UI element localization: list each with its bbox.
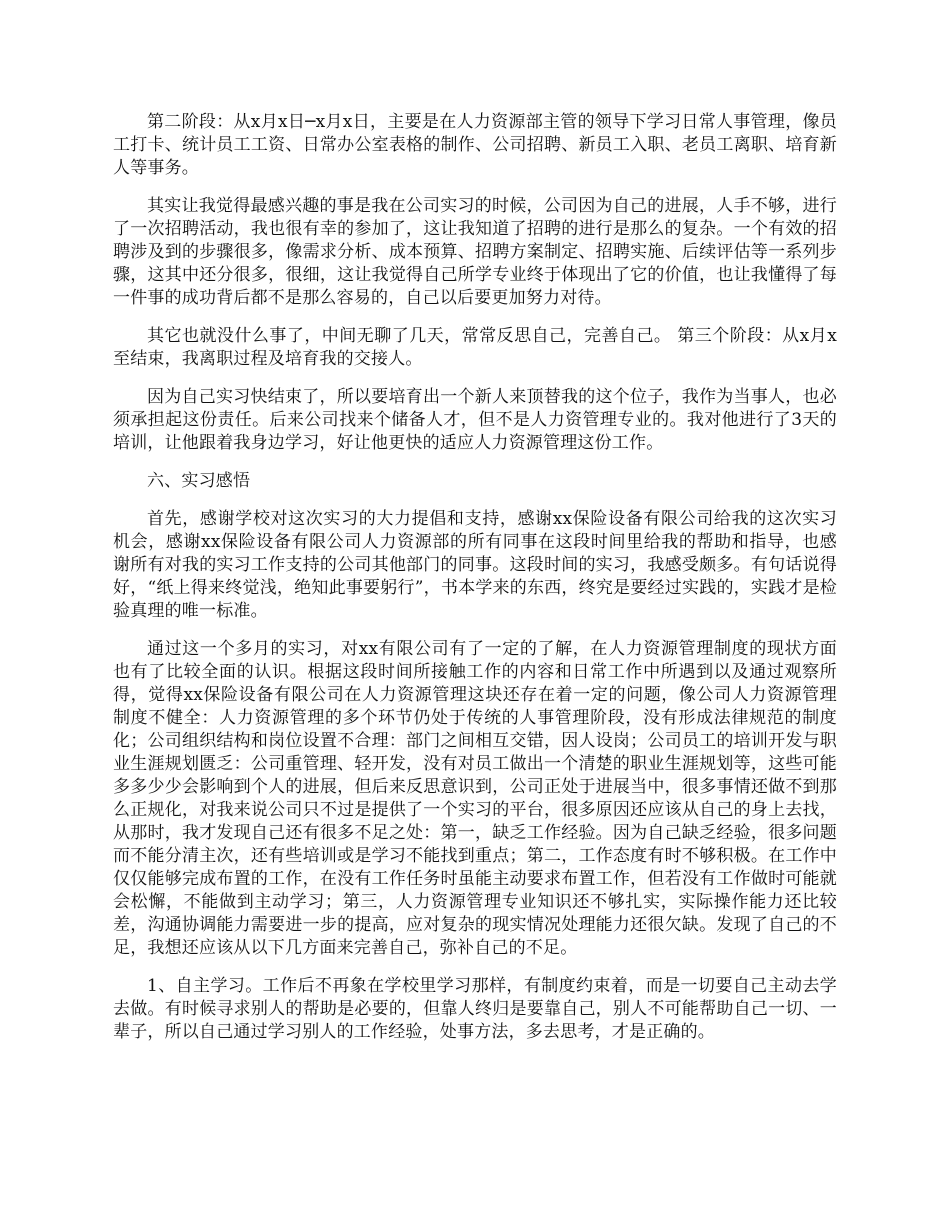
- paragraph-stage-three: 其它也就没什么事了，中间无聊了几天，常常反思自己，完善自己。 第三个阶段：从x月x至结束，我离职过程及培育我的交接人。: [113, 326, 837, 369]
- paragraph-acknowledgements: 首先，感谢学校对这次实习的大力提倡和支持，感谢xx保险设备有限公司给我的这次实习机会，感谢xx保险设备有限公司人力资源部的所有同事在这段时间里给我的帮助和指导，也感谢所有对我的实习工作支持的公司其他部门的同事。这段时间的实习，我感受颇多。有句话说得好，“纸上得来终觉浅，绝知此事要躬行”，书本学来的东西，终究是要经过实践的，实践才是检验真理的唯一标准。: [113, 509, 837, 621]
- paragraph-stage-two: 第二阶段：从x月x日─x月x日，主要是在人力资源部主管的领导下学习日常人事管理，像员工打卡、统计员工工资、日常办公室表格的制作、公司招聘、新员工入职、老员工离职、培育新人等事务。: [113, 112, 837, 178]
- document-body: [113, 111, 837, 1059]
- paragraph-recruitment-interest: 其实让我觉得最感兴趣的事是我在公司实习的时候，公司因为自己的进展，人手不够，进行了一次招聘活动，我也很有幸的参加了，这让我知道了招聘的进行是那么的复杂。一个有效的招聘涉及到的步骤很多，像需求分析、成本预算、招聘方案制定、招聘实施、后续评估等一系列步骤，这其中还分很多，很细，这让我觉得自己所学专业终于体现出了它的价值，也让我懂得了每一件事的成功背后都不是那么容易的，自己以后要更加努力对待。: [113, 196, 837, 308]
- paragraph-training-successor: 因为自己实习快结束了，所以要培育出一个新人来顶替我的这个位子，我作为当事人，也必须承担起这份责任。后来公司找来个储备人才，但不是人力资管理专业的。我对他进行了3天的培训，让他跟着我身边学习，好让他更快的适应人力资源管理这份工作。: [113, 387, 837, 453]
- paragraph-company-issues: 通过这一个多月的实习，对xx有限公司有了一定的了解，在人力资源管理制度的现状方面也有了比较全面的认识。根据这段时间所接触工作的内容和日常工作中所遇到以及通过观察所得，觉得xx保险设备有限公司在人力资源管理这块还存在着一定的问题，像公司人力资源管理制度不健全：人力资源管理的多个环节仍处于传统的人事管理阶段，没有形成法律规范的制度化；公司组织结构和岗位设置不合理：部门之间相互交错，因人设岗；公司员工的培训开发与职业生涯规划匮乏：公司重管理、轻开发，没有对员工做出一个清楚的职业生涯规划等，这些可能多多少少会影响到个人的进展，但后来反思意识到，公司正处于进展当中，很多事情还做不到那么正规化，对我来说公司只不过是提供了一个实习的平台，很多原因还应该从自己的身上去找，从那时，我才发现自己还有很多不足之处：第一，缺乏工作经验。因为自己缺乏经验，很多问题而不能分清主次，还有些培训或是学习不能找到重点；第二，工作态度有时不够积极。在工作中仅仅能够完成布置的工作，在没有工作任务时虽能主动要求布置工作，但若没有工作做时可能就会松懈，不能做到主动学习；第三，人力资源管理专业知识还不够扎实，实际操作能力还比较差，沟通协调能力需要进一步的提高，应对复杂的现实情况处理能力还很欠缺。发现了自己的不足，我想还应该从以下几方面来完善自己，弥补自己的不足。: [113, 639, 837, 958]
- section-heading-internship-reflections: 六、实习感悟: [147, 471, 251, 491]
- paragraph-self-study: 1、自主学习。工作后不再象在学校里学习那样，有制度约束着，而是一切要自己主动去学去做。有时候寻求别人的帮助是必要的，但靠人终归是要靠自己，别人不可能帮助自己一切、一辈子，所以自己通过学习别人的工作经验，处事方法，多去思考，才是正确的。: [113, 976, 837, 1042]
